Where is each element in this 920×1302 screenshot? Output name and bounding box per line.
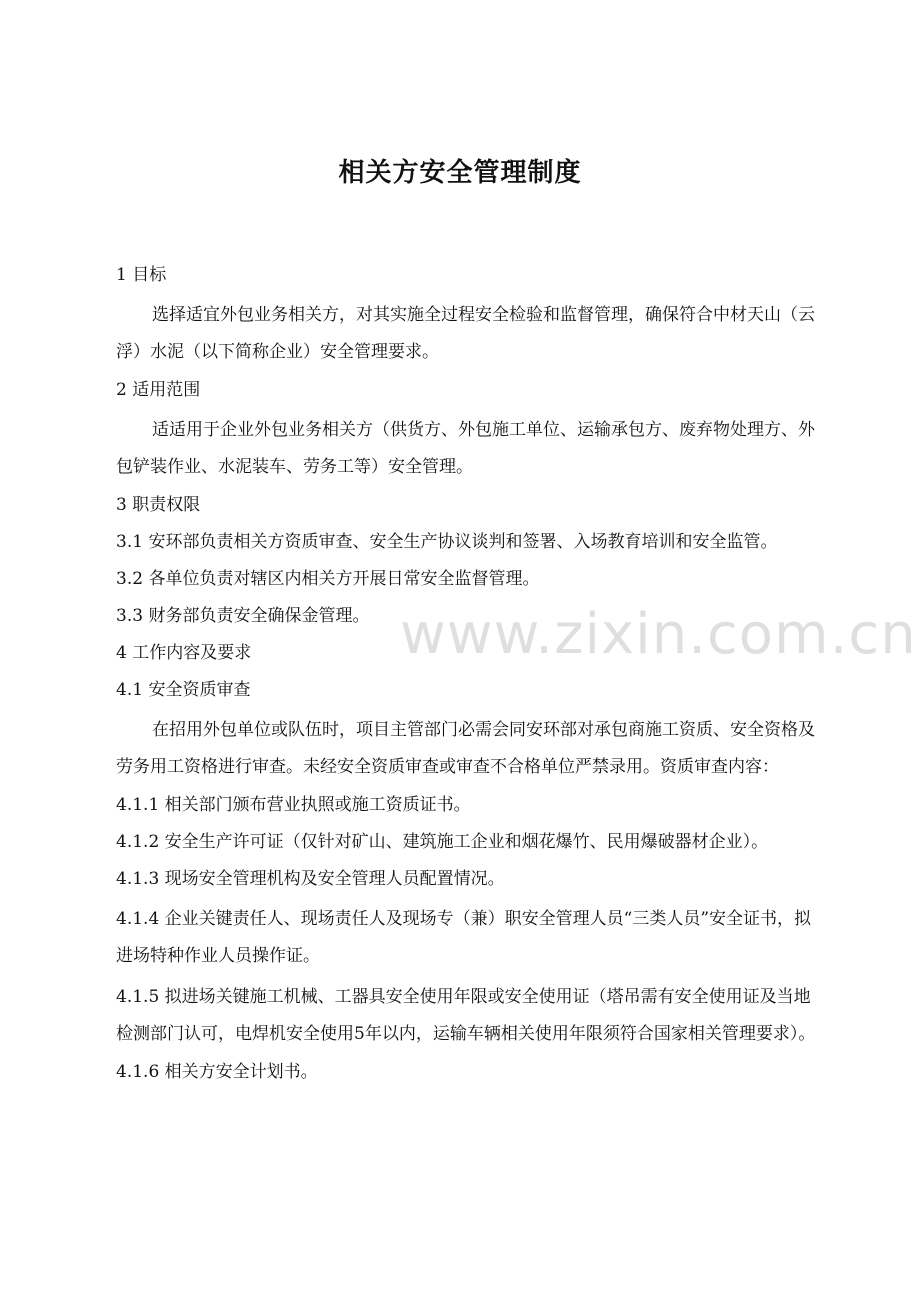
section-heading: 4 工作内容及要求: [116, 643, 252, 663]
paragraph: 选择适宜外包业务相关方，对其实施全过程安全检验和监督管理，确保符合中材天山（云浮）水泥（以下简称企业）安全管理要求。: [116, 305, 815, 362]
clause-item: 4.1.2 安全生产许可证（仅针对矿山、建筑施工企业和烟花爆竹、民用爆破器材企业）。: [116, 832, 769, 852]
clause-item: 4.1.1 相关部门颁布营业执照或施工资质证书。: [116, 795, 471, 815]
document-body: [116, 260, 816, 1094]
watermark: www.zixin.com.cn: [400, 602, 917, 667]
clause-item: 4.1.3 现场安全管理机构及安全管理人员配置情况。: [116, 869, 505, 889]
subsection-heading: 4.1 安全资质审查: [116, 680, 251, 700]
paragraph: 适适用于企业外包业务相关方（供货方、外包施工单位、运输承包方、废弃物处理方、外包铲装作业、水泥装车、劳务工等）安全管理。: [116, 420, 815, 477]
paragraph: 在招用外包单位或队伍时，项目主管部门必需会同安环部对承包商施工资质、安全资格及劳务用工资格进行审查。未经安全资质审查或审查不合格单位严禁录用。资质审查内容：: [116, 720, 815, 777]
section-heading: 1 目标: [116, 265, 167, 285]
clause-item: 4.1.5 拟进场关键施工机械、工器具安全使用年限或安全使用证（塔吊需有安全使用证及当地检测部门认可，电焊机安全使用5年以内，运输车辆相关使用年限须符合国家相关管理要求）。: [116, 987, 816, 1044]
section-heading: 2 适用范围: [116, 380, 201, 400]
page-title: 相关方安全管理制度: [338, 158, 582, 188]
clause-item: 3.2 各单位负责对辖区内相关方开展日常安全监督管理。: [116, 569, 540, 589]
section-heading: 3 职责权限: [116, 495, 201, 515]
clause-item: 3.1 安环部负责相关方资质审查、安全生产协议谈判和签署、入场教育培训和安全监管。: [116, 532, 778, 552]
clause-item: 4.1.6 相关方安全计划书。: [116, 1062, 318, 1082]
clause-item: 3.3 财务部负责安全确保金管理。: [116, 606, 370, 626]
clause-item: 4.1.4 企业关键责任人、现场责任人及现场专（兼）职安全管理人员“三类人员”安全证书，拟进场特种作业人员操作证。: [116, 909, 812, 966]
